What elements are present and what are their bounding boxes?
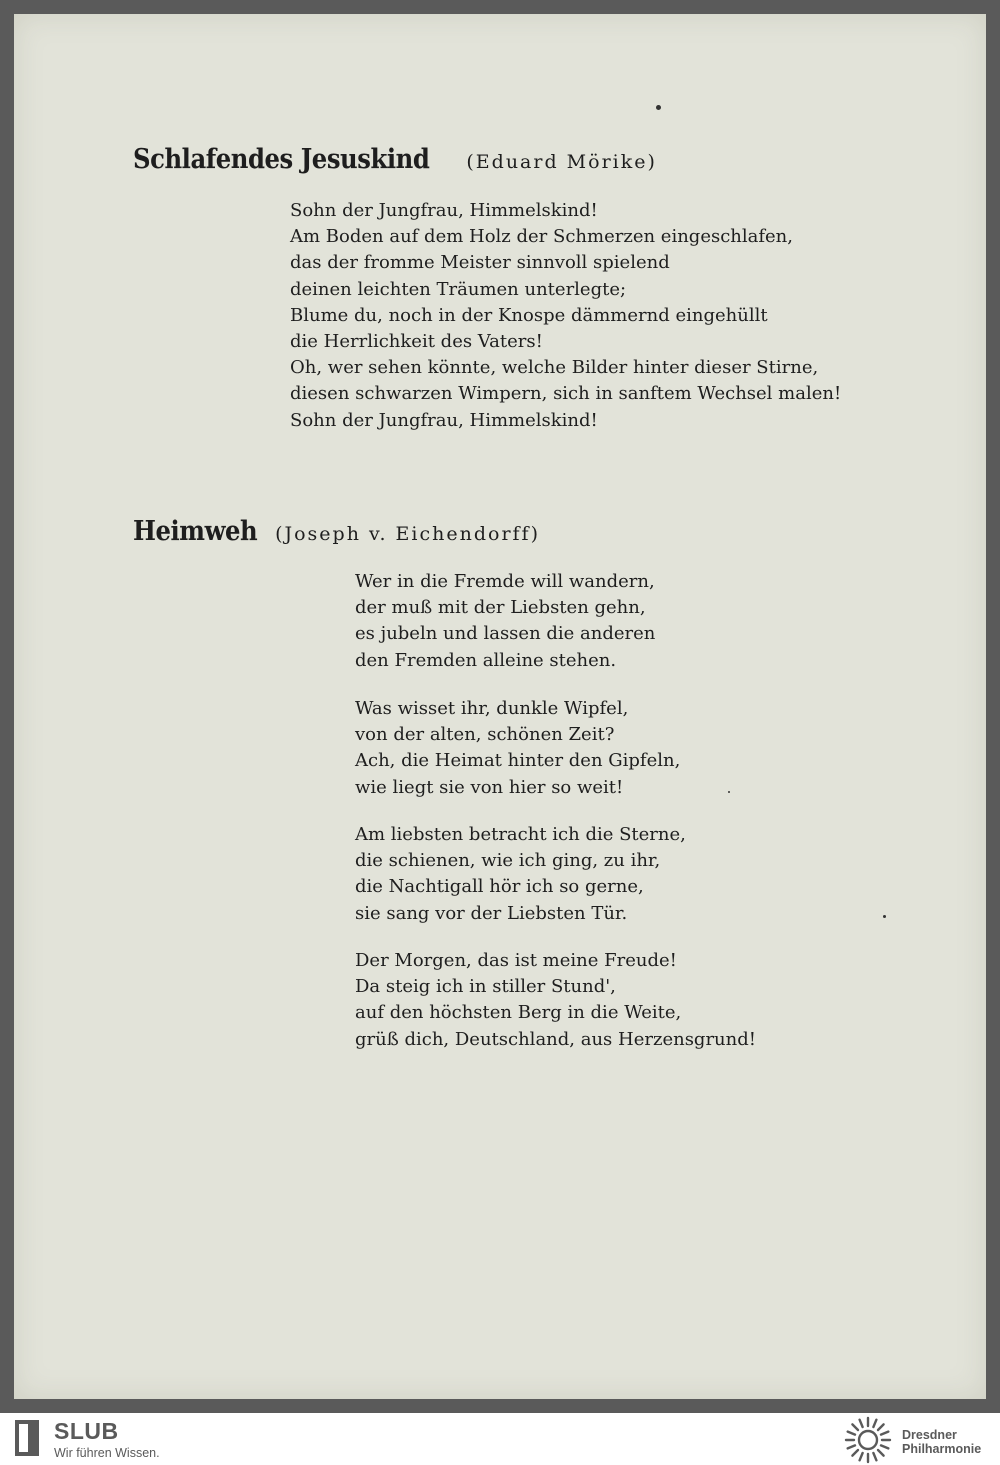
- viewer-footer: [0, 1413, 1000, 1464]
- poem-line: Sohn der Jungfrau, Himmelskind!: [290, 409, 598, 431]
- philharmonie-name-line1: Dresdner: [902, 1428, 957, 1442]
- poem-line: die Nachtigall hör ich so gerne,: [355, 876, 644, 898]
- poem2-heading: [133, 516, 540, 547]
- paper-speck: [656, 105, 661, 110]
- paper-speck: [883, 915, 886, 918]
- poem-line: das der fromme Meister sinnvoll spielend: [290, 252, 670, 274]
- poem-line: den Fremden alleine stehen.: [355, 649, 617, 671]
- poem-line: diesen schwarzen Wimpern, sich in sanftem Wechsel malen!: [290, 383, 842, 405]
- philharmonie-name-line2: Philharmonie: [902, 1442, 982, 1456]
- poem-line: wie liegt sie von hier so weit!: [355, 776, 624, 798]
- poem-line: deinen leichten Träumen unterlegte;: [290, 278, 627, 300]
- poem2-author: (Joseph v. Eichendorff): [275, 523, 541, 545]
- poem-line: Da steig ich in stiller Stund',: [355, 976, 616, 998]
- poem-line: Oh, wer sehen könnte, welche Bilder hinter dieser Stirne,: [290, 357, 819, 379]
- poem2-stanza-1: [355, 569, 655, 674]
- poem1-heading: [133, 144, 657, 175]
- poem-line: Blume du, noch in der Knospe dämmernd eingehüllt: [290, 304, 768, 326]
- poem-line: Am liebsten betracht ich die Sterne,: [355, 824, 686, 845]
- slub-name: SLUB: [54, 1418, 119, 1444]
- paper-speck: [728, 791, 730, 793]
- poem-line: die Herrlichkeit des Vaters!: [290, 331, 543, 353]
- poem-line: es jubeln und lassen die anderen: [355, 623, 656, 645]
- poem-line: Sohn der Jungfrau, Himmelskind!: [290, 200, 598, 221]
- poem-line: Was wisset ihr, dunkle Wipfel,: [355, 698, 629, 719]
- poem1-title: Schlafendes Jesuskind: [133, 144, 430, 175]
- poem2-title: Heimweh: [133, 516, 258, 547]
- poem1-stanza: [290, 198, 841, 434]
- slub-tagline: Wir führen Wissen.: [54, 1446, 160, 1460]
- poem2-stanza-4: [355, 948, 756, 1053]
- poem-line: Am Boden auf dem Holz der Schmerzen eingeschlafen,: [290, 226, 793, 248]
- poem-line: sie sang vor der Liebsten Tür.: [355, 902, 628, 924]
- poem-line: Ach, die Heimat hinter den Gipfeln,: [355, 750, 681, 772]
- poem-line: von der alten, schönen Zeit?: [355, 724, 615, 746]
- poem-line: grüß dich, Deutschland, aus Herzensgrund!: [355, 1028, 757, 1050]
- poem-line: Wer in die Fremde will wandern,: [355, 571, 655, 592]
- poem-line: Der Morgen, das ist meine Freude!: [355, 950, 677, 971]
- philharmonie-sunburst-icon: [843, 1415, 893, 1465]
- poem1-author: (Eduard Mörike): [466, 151, 657, 173]
- poem2-stanza-2: [355, 696, 680, 801]
- poem-line: der muß mit der Liebsten gehn,: [355, 597, 646, 619]
- poem-line: die schienen, wie ich ging, zu ihr,: [355, 850, 661, 872]
- poem-line: auf den höchsten Berg in die Weite,: [355, 1002, 682, 1024]
- slub-logo-icon: [12, 1418, 42, 1458]
- poem2-stanza-3: [355, 822, 686, 927]
